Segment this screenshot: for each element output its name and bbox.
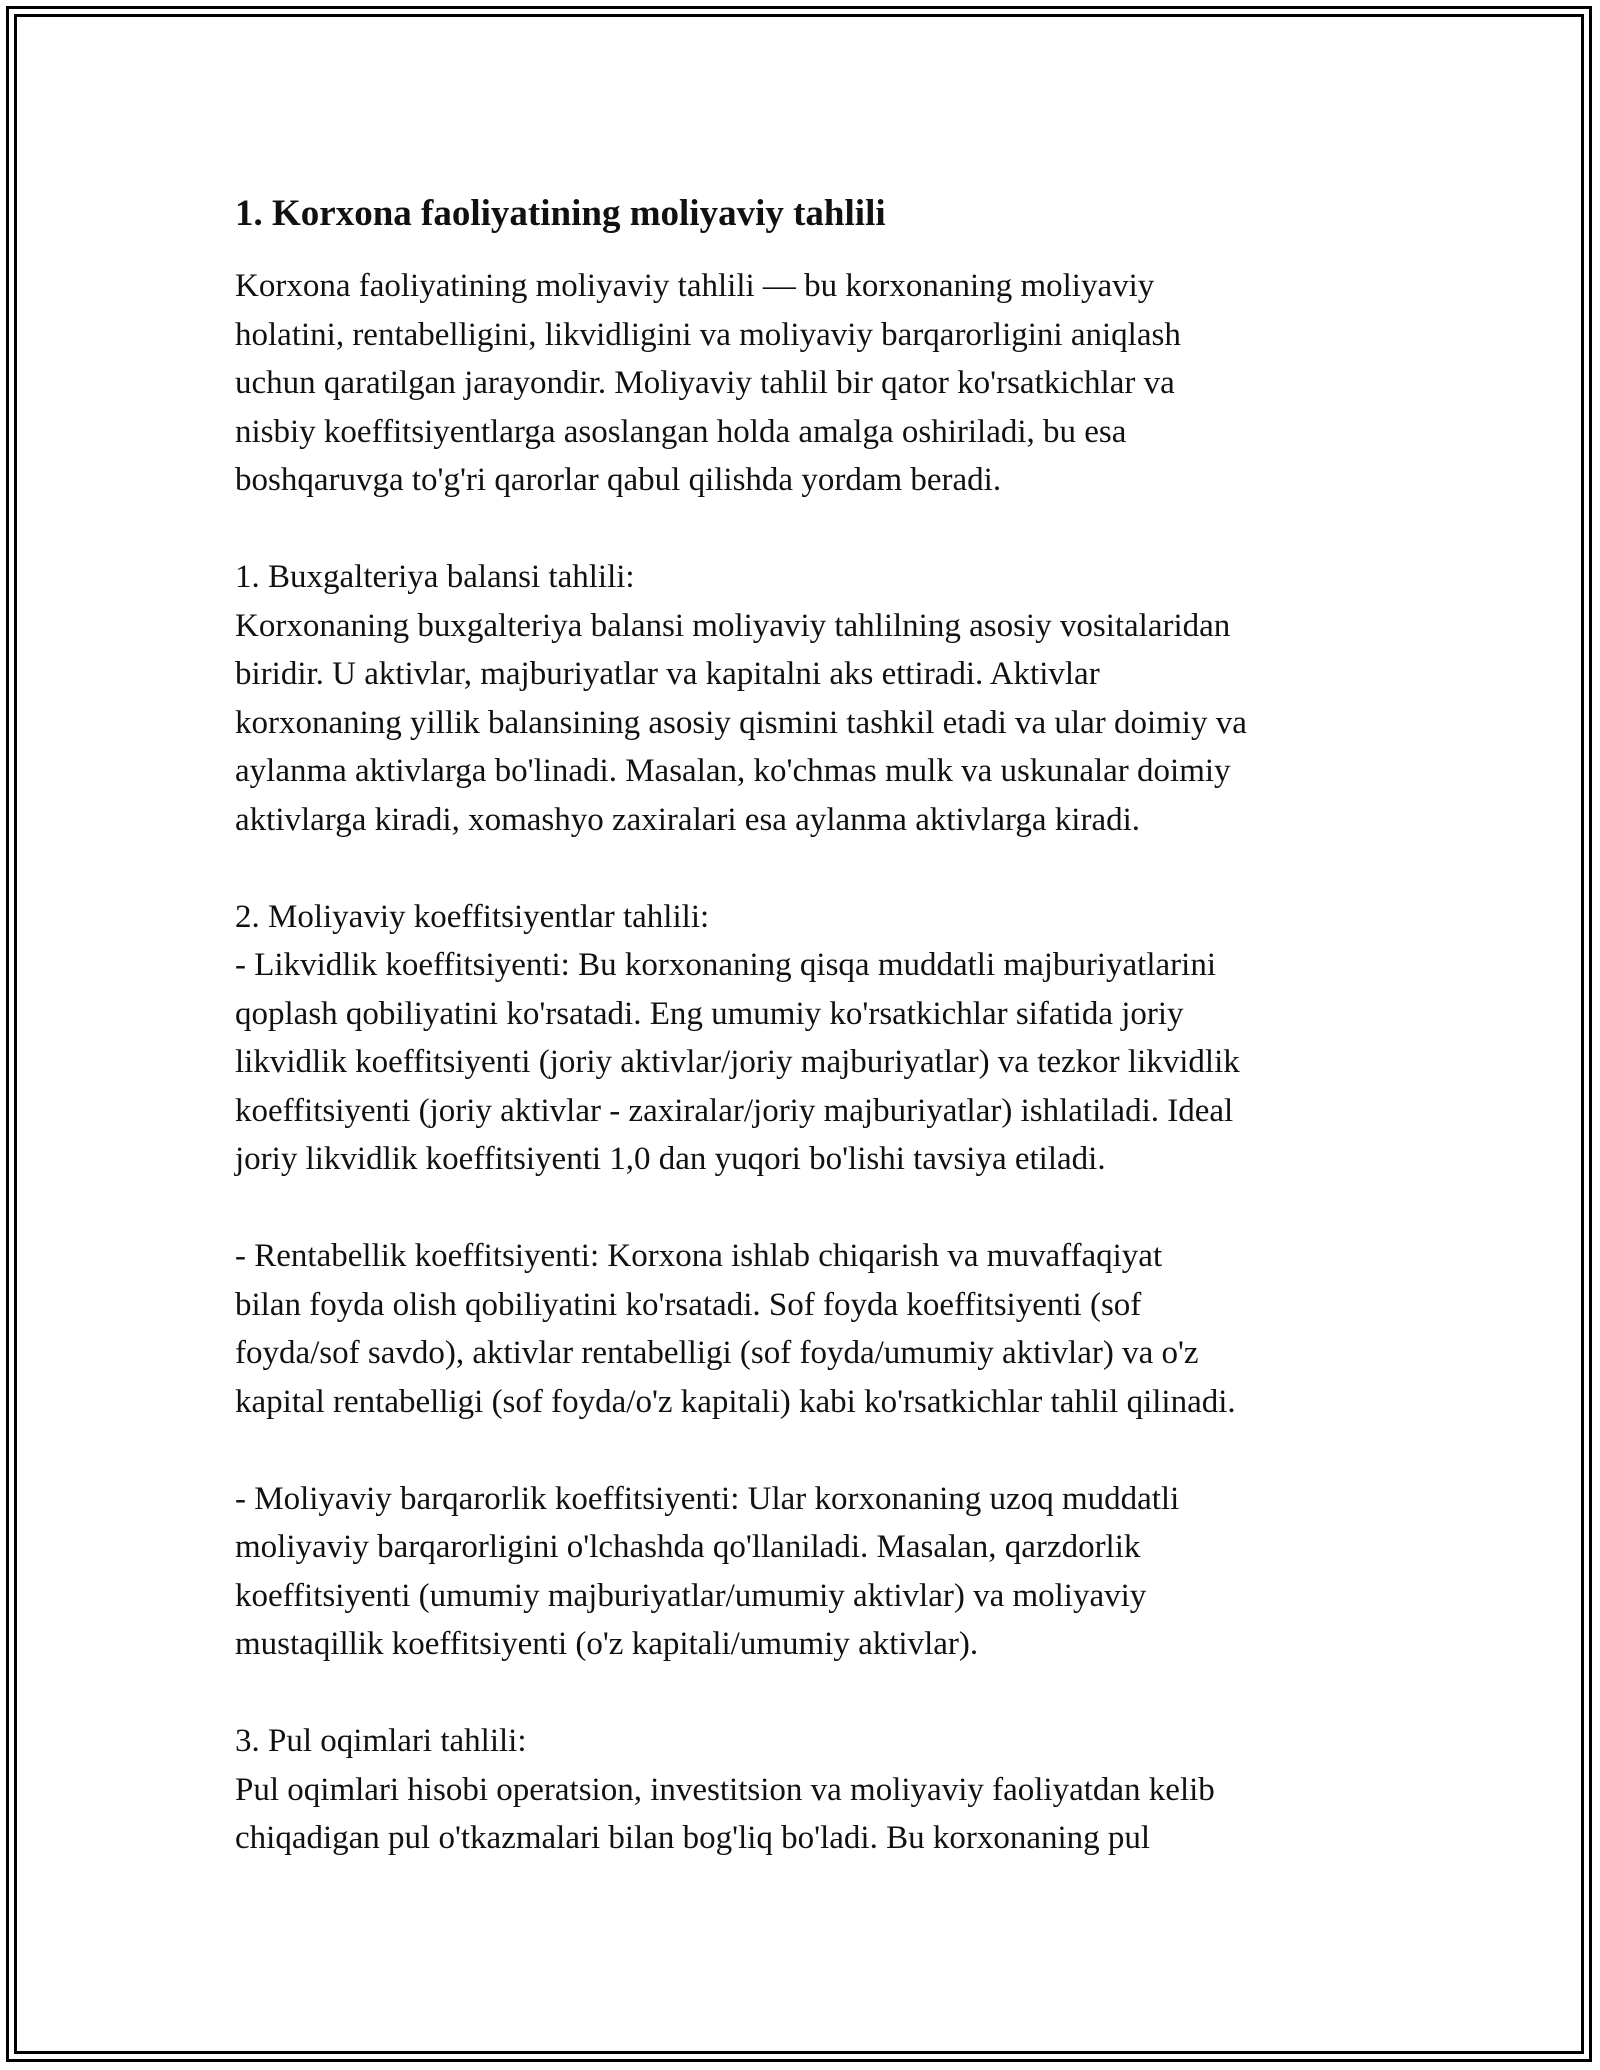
- document-title: 1. Korxona faoliyatining moliyaviy tahlili: [235, 193, 886, 234]
- paragraph-gap: [235, 1669, 1385, 1718]
- section-heading-ratios: 2. Moliyaviy koeffitsiyentlar tahlili:: [235, 898, 710, 935]
- paragraph-gap: [235, 505, 1385, 554]
- ratio-item-stability: - Moliyaviy barqarorlik koeffitsiyenti: Ular korxonaning uzoq muddatli moliyaviy barqarorligini o'lchashda qo'llaniladi. Masalan, qarzdorlik koeffitsiyenti (umumiy majburiyatlar/umumiy aktivlar) va moliyaviy mustaqillik koeffitsiyenti (o'z kapitali/umumiy aktivlar).: [235, 1480, 1180, 1662]
- intro-paragraph: Korxona faoliyatining moliyaviy tahlili — bu korxonaning moliyaviy holatini, rentabelligini, likvidligini va moliyaviy barqarorligini aniqlash uchun qaratilgan jarayondir. Moliyaviy tahlil bir qator ko'rsatkichlar va nisbiy koeffitsiyentlarga asoslangan holda amalga oshiriladi, bu esa boshqaruvga to'g'ri qarorlar qabul qilishda yordam beradi.: [235, 268, 1181, 498]
- ratio-item-profitability: - Rentabellik koeffitsiyenti: Korxona ishlab chiqarish va muvaffaqiyat bilan foyda olish qobiliyatini ko'rsatadi. Sof foyda koeffitsiyenti (sof foyda/sof savdo), aktivlar rentabelligi (sof foyda/umumiy aktivlar) va o'z kapital rentabelligi (sof foyda/o'z kapitali) kabi ko'rsatkichlar tahlil qilinadi.: [235, 1238, 1236, 1420]
- section-heading-balance: 1. Buxgalteriya balansi tahlili:: [235, 559, 635, 595]
- ratio-item-liquidity: - Likvidlik koeffitsiyenti: Bu korxonaning qisqa muddatli majburiyatlarini qoplash qobiliyatini ko'rsatadi. Eng umumiy ko'rsatkichlar sifatida joriy likvidlik koeffitsiyenti (joriy aktivlar/joriy majburiyatlar) va tezkor likvidlik koeffitsiyenti (joriy aktivlar - zaxiralar/joriy majburiyatlar) ishlatiladi. Ideal joriy likvidlik koeffitsiyenti 1,0 dan yuqori bo'lishi tavsiya etiladi.: [235, 947, 1240, 1177]
- paragraph-gap: [235, 1426, 1385, 1475]
- paragraph-gap: [235, 844, 1385, 893]
- paragraph-gap: [235, 1184, 1385, 1233]
- section-body-cashflow: Pul oqimlari hisobi operatsion, investitsion va moliyaviy faoliyatdan kelib chiqadigan pul o'tkazmalari bilan bog'liq bo'ladi. Bu korxonaning pul: [235, 1771, 1215, 1856]
- section-heading-cashflow: 3. Pul oqimlari tahlili:: [235, 1723, 527, 1759]
- section-body-balance: Korxonaning buxgalteriya balansi moliyaviy tahlilning asosiy vositalaridan biridir. U aktivlar, majburiyatlar va kapitalni aks ettiradi. Aktivlar korxonaning yillik balansining asosiy qismini tashkil etadi va ular doimiy va aylanma aktivlarga bo'linadi. Masalan, ko'chmas mulk va uskunalar doimiy aktivlarga kiradi, xomashyo zaxiralari esa aylanma aktivlarga kiradi.: [235, 607, 1247, 838]
- document-page: [235, 186, 1385, 1863]
